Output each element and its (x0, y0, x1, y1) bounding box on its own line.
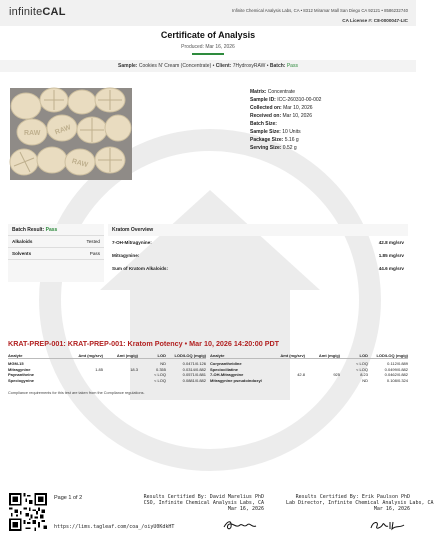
batch-result-row: Solvents Pass (8, 248, 104, 260)
header-bar (0, 0, 416, 26)
batch-result-row: Alkaloids Tested (8, 236, 104, 248)
potency-table-left (8, 352, 206, 383)
certifier-cso: Results Certified By: David Marelius PhD CSO, Infinite Chemical Analysis Labs, CA Mar 16, 2026 (143, 494, 264, 513)
table-row: MGM-15 ND 0.0471/0.126 (8, 361, 206, 366)
page-title: Certificate of Analysis (160, 30, 256, 40)
product-photo (10, 88, 132, 180)
sample-details (250, 88, 400, 152)
batch-result-panel (8, 224, 104, 282)
svg-text:RAW: RAW (54, 124, 72, 137)
detail-row: Sample Size: 10 Units (250, 129, 301, 135)
certifier-lab-director: Results Certified By: Erik Paulson PhD Lab Director, Infinite Chemical Analysis Labs, CA Mar 16, 2026 (286, 494, 434, 513)
detail-row: Sample ID: ICC-260310-00-002 (250, 97, 322, 103)
potency-title: KRAT-PREP-001: KRAT-PREP-001: Kratom Potency • Mar 10, 2026 14:20:00 PDT (8, 339, 280, 348)
kratom-overview-row: 7-OH-Mitragynine: 42.8 mg/srv (112, 240, 404, 245)
lab-seal-watermark (40, 130, 380, 470)
detail-row: Batch Size: (250, 121, 277, 127)
detail-row: Received on: Mar 10, 2026 (250, 113, 312, 119)
produced-date: Produced: Mar 16, 2026 (181, 44, 235, 50)
table-row: 7-OH-Mitragynine 42.8 925 8.23 0.0462/0.882 (210, 372, 408, 378)
table-row: Paynantheine < LOQ 0.0571/0.881 (8, 372, 206, 378)
potency-table-header: Analyte Amt (mg/srv) Amt (mg/g) LOD LOD/LOQ (mg/g) (210, 353, 408, 358)
table-row: Speciogynine < LOQ 0.0881/0.882 (8, 377, 206, 383)
coa-url-link[interactable]: https://lims.tagleaf.com/coa_/oiyU0KdkHT (54, 524, 175, 530)
lab-logo: infiniteCAL (9, 6, 66, 18)
svg-text:RAW: RAW (70, 157, 89, 169)
svg-text:RAW: RAW (24, 130, 41, 137)
signature-lab-director (368, 519, 408, 531)
detail-row: Collected on: Mar 10, 2026 (250, 105, 313, 111)
detail-row: Serving Size: 0.52 g (250, 145, 297, 151)
signature-cso (222, 519, 262, 531)
lab-license: CA License #: C8-0000047-LIC (342, 18, 408, 23)
table-row: Corynantheidine < LOQ 0.112/0.889 (210, 361, 408, 366)
detail-row: Package Size: 5.16 g (250, 137, 299, 143)
table-row: Mitragynine pseudoindoxyl ND 0.108/0.324 (210, 377, 408, 383)
potency-table-header: Analyte Amt (mg/srv) Amt (mg/g) LOD LOD/LOQ (mg/g) (8, 353, 206, 358)
kratom-overview-panel (108, 224, 408, 282)
potency-table-right (210, 352, 408, 383)
sample-summary: Sample: Cookies N' Cream (Concentrate) • Client: 7HydroxyRAW • Batch: Pass (0, 60, 416, 72)
page-number: Page 1 of 2 (54, 495, 83, 501)
batch-result-header: Batch Result: Pass (8, 224, 104, 236)
kratom-overview-row: Mitragynine: 1.85 mg/srv (112, 253, 404, 258)
compliance-note: Compliance requirements for this test are taken from the Compliance regulations. (8, 391, 145, 395)
qr-code[interactable] (9, 493, 47, 531)
lab-address: Infinite Chemical Analysis Labs, CA • 8312 Miramar Mall San Diego CA 92121 • 8586232740 (232, 8, 408, 13)
table-row: Speciociliatine < LOQ 0.0499/0.882 (210, 366, 408, 372)
title-divider (192, 53, 224, 55)
table-row: Mitragynine 1.85 18.3 0.355 0.0314/0.882 (8, 366, 206, 372)
detail-row: Matrix: Concentrate (250, 89, 296, 95)
kratom-overview-row: Sum of Kratom Alkaloids: 44.6 mg/srv (112, 266, 404, 271)
kratom-overview-header: Kratom Overview (108, 224, 408, 236)
